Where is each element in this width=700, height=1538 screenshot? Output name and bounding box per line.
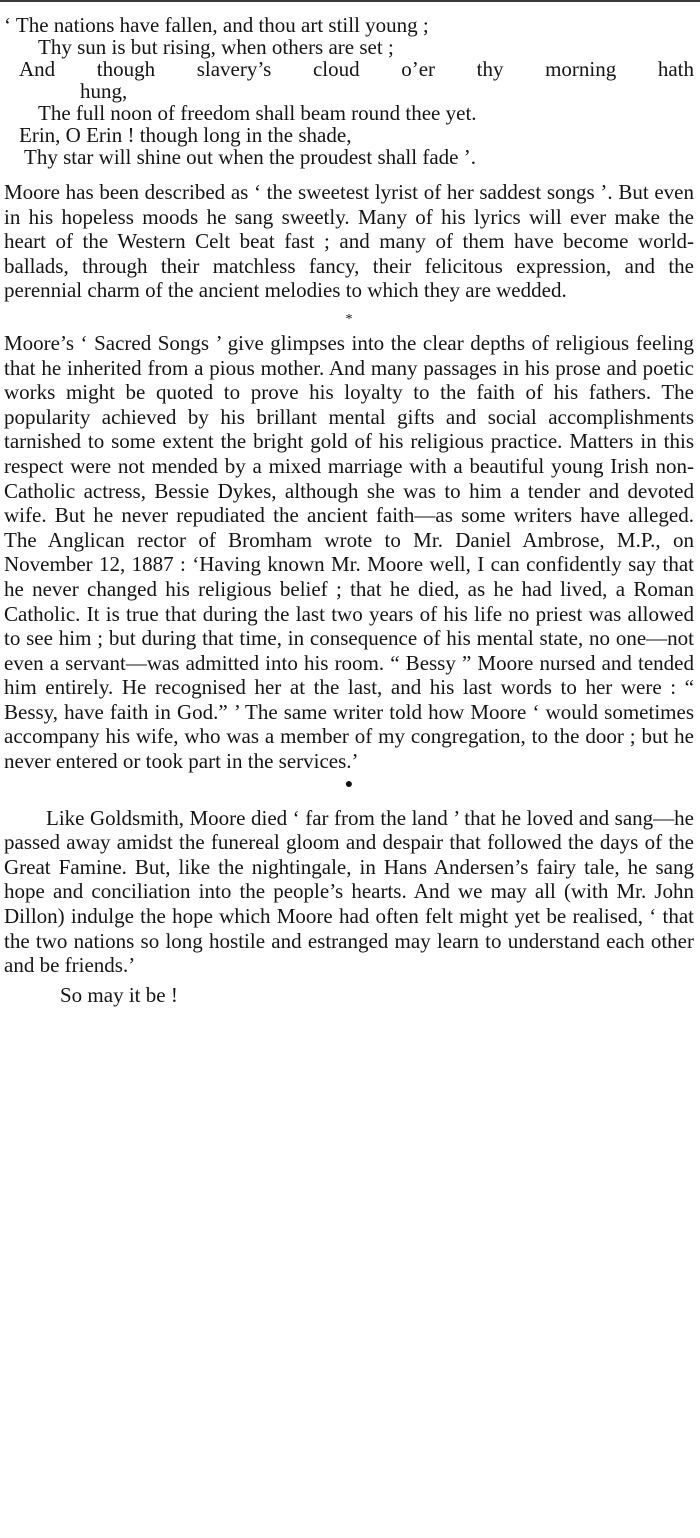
top-rule (0, 0, 700, 2)
section-separator: * (345, 311, 353, 327)
verse-line: And though slavery’s cloud o’er thy morning hath (19, 57, 694, 81)
article-column (4, 14, 694, 1008)
verse-line: hung, (80, 79, 128, 103)
quoted-verse (4, 14, 694, 168)
section-separator: ● (344, 776, 354, 792)
verse-line: Erin, O Erin ! though long in the shade, (19, 123, 352, 147)
verse-line: The full noon of freedom shall beam round thee yet. (38, 101, 477, 125)
verse-line: Thy star will shine out when the proudest shall fade ’. (24, 145, 476, 169)
paragraph-like-goldsmith: Like Goldsmith, Moore died ‘ far from the land ’ that he loved and sang—he passed away amidst the funereal gloom and despair that followed the days of the Great Famine. But, like the nightingale, in Hans Andersen’s fairy tale, he sang hope and conciliation into the people’s hearts. And we may all (with Mr. John Dillon) indulge the hope which Moore had often felt might yet be realised, ‘ that the two nations so long hostile and estranged may learn to understand each other and be friends.’ (4, 805, 694, 978)
verse-line: ‘ The nations have fallen, and thou art still young ; (4, 13, 429, 37)
paragraph-sacred-songs: Moore’s ‘ Sacred Songs ’ give glimpses into the clear depths of religious feeling that he inherited from a pious mother. And many passages in his prose and poetic works might be quoted to prove his loyalty to the faith of his fathers. The popularity achieved by his brillant mental gifts and social accomplishments tarnished to some extent the bright gold of his religious practice. Matters in this respect were not mended by a mixed marriage with a beautiful young Irish non-Catholic actress, Bessie Dykes, although she was to him a tender and devoted wife. But he never repudiated the ancient faith—as some writers have alleged. The Anglican rector of Bromham wrote to Mr. Daniel Ambrose, M.P., on November 12, 1887 : ‘Having known Mr. Moore well, I can confidently say that he never changed his religious belief ; that he died, as he had lived, a Roman Catholic. It is true that during the last two years of his life no priest was allowed to see him ; but during that time, in consequence of his mental state, no one—not even a servant—was admitted into his room. “ Bessy ” Moore nursed and tended him entirely. He recognised her at the last, and his last words to her were : “ Bessy, have faith in God.” ’ The same writer told how Moore ‘ would sometimes accompany his wife, who was a member of my congregation, to the door ; but he never entered or took part in the services.’ (4, 330, 694, 774)
closing-line: So may it be ! (60, 982, 178, 1007)
paragraph-moore-lyrist: Moore has been described as ‘ the sweetest lyrist of her saddest songs ’. But even in his hopeless moods he sang sweetly. Many of his lyrics will ever make the heart of the Western Celt beat fast ; and many of them have become world-ballads, through their matchless fancy, their felicitous expression, and the perennial charm of the ancient melodies to which they are wedded. (4, 180, 694, 303)
verse-line: Thy sun is but rising, when others are set ; (38, 35, 394, 59)
